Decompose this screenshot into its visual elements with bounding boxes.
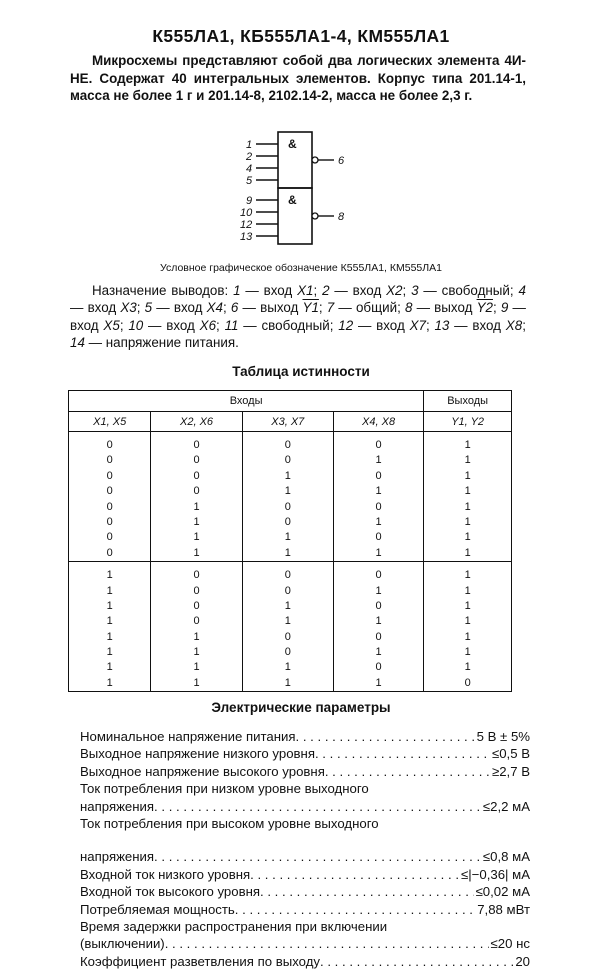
table-cell [69,432,151,562]
pin-function: вход [166,317,200,333]
gate-symbol-top: & [288,137,297,151]
pin-number: 8 [404,300,413,316]
param-spacer [80,832,530,848]
param-value: 5 В ± 5% [476,729,530,744]
param-leader-dots [154,798,481,815]
pin-label: 4 [246,163,253,175]
pin-label: 13 [240,231,253,243]
param-value: ≤20 нс [490,936,530,952]
truth-value: 0 [375,439,382,451]
param-leader-dots [165,935,489,952]
truth-value: 0 [106,454,113,467]
gate-symbol-bottom: & [288,193,297,207]
truth-value: 1 [193,546,200,559]
pin-number: 3 [411,283,419,298]
column-header: Y1, Y2 [424,412,512,432]
pin-signal: X1 [297,283,314,298]
table-cell [151,562,242,692]
table-row-block [69,562,512,692]
truth-value: 1 [106,676,113,689]
truth-value: 0 [193,615,200,628]
pin-function: вход [70,317,104,333]
pin-function: свободный [261,317,330,333]
truth-value: 1 [375,485,382,498]
param-label: Выходное напряжение низкого уровня [80,746,315,762]
table-cell [424,562,512,692]
table-cell [151,432,242,562]
pin-assignment-item: 9 — вход X5; [70,300,526,333]
param-label: Время задержки распространения при включении [80,918,388,934]
truth-value: 0 [106,439,113,451]
truth-value: 1 [464,599,471,612]
param-label: Входной ток высокого уровня [80,884,261,900]
truth-value: 0 [193,454,200,467]
pin-label: 10 [240,207,253,219]
param-row [80,953,530,970]
pin-assignment-item: 11 — свободный; [224,317,339,333]
truth-value: 1 [464,615,471,628]
truth-value: 0 [375,661,382,674]
truth-value: 1 [464,584,471,597]
truth-value: 0 [106,485,113,498]
pinout-lead: Назначение выводов: [92,283,234,298]
truth-value: 0 [375,630,382,643]
pin-signal: X8 [505,317,523,333]
param-leader-dots [315,745,490,762]
pin-assignment-paragraph [70,282,526,352]
truth-value: 1 [193,661,200,674]
pin-signal: X3 [120,300,137,316]
truth-value: 1 [106,630,113,643]
truth-value: 0 [284,630,291,643]
table-cell [333,562,423,692]
truth-value: 1 [464,630,471,643]
pin-function: выход [260,300,303,316]
pin-signal: X4 [206,300,224,316]
pin-number: 7 [326,300,335,316]
truth-value: 1 [284,661,291,674]
truth-value: 1 [193,500,200,513]
electrical-params-list [80,728,530,970]
table-cell [242,562,333,692]
truth-value: 1 [193,630,200,643]
outputs-header: Выходы [424,391,512,412]
pin-function: выход [434,300,477,316]
pin-label: 8 [338,211,345,223]
param-row [80,798,530,815]
truth-value: 0 [464,676,471,689]
param-label: Потребляемая мощность [80,901,235,917]
truth-value: 1 [193,515,200,528]
param-row [80,901,530,918]
truth-value: 1 [284,469,291,482]
pin-number: 4 [518,283,526,298]
pin-number: 10 [128,317,144,333]
truth-value: 0 [193,485,200,498]
param-label: Входной ток низкого уровня [80,866,251,882]
param-row [80,848,530,865]
pin-function: вход [352,283,387,298]
table-cell [333,432,423,562]
pin-function: общий [355,300,398,316]
pin-number: 12 [338,317,354,333]
param-leader-dots [260,883,474,900]
page-title: К555ЛА1, КБ555ЛА1-4, КМ555ЛА1 [152,26,450,46]
param-value: ≤2,2 мА [482,798,530,814]
pin-label: 2 [246,151,253,163]
param-value: ≤|−0,36| мА [461,866,530,882]
truth-value: 0 [284,515,291,528]
pin-function: вход [173,300,207,316]
pin-assignment-item: 5 — вход X4; [144,300,231,316]
table-cell [424,432,512,562]
truth-value: 1 [284,615,291,628]
truth-value: 0 [284,584,291,597]
pin-label: 6 [338,155,345,167]
param-leader-dots [320,953,513,970]
truth-value: 0 [106,515,113,528]
pin-assignment-item: 13 — вход X8; [434,317,526,333]
truth-value: 0 [193,469,200,482]
param-row [80,780,530,797]
truth-value: 1 [464,546,471,559]
param-value: 7,88 мВт [477,901,530,917]
truth-value: 0 [375,531,382,544]
truth-value: 0 [284,454,291,467]
truth-value: 0 [375,569,382,582]
pin-number: 13 [434,317,450,333]
pin-label: 12 [240,219,253,231]
pin-label: 1 [246,139,253,151]
param-row [80,815,530,832]
param-value: ≥2,7 В [491,763,530,779]
column-header: X1, X5 [69,412,151,432]
truth-value: 0 [193,599,200,612]
param-row [80,883,530,900]
param-label: напряжения [80,849,155,865]
pin-number: 14 [70,335,85,351]
pin-function: свободный [441,283,510,298]
truth-value: 1 [284,599,291,612]
truth-value: 1 [106,584,113,597]
truth-value: 1 [284,531,291,544]
truth-value: 1 [464,531,471,544]
truth-value: 0 [193,439,200,451]
truth-value: 1 [375,454,382,467]
truth-value: 1 [375,584,382,597]
pin-number: 9 [500,300,509,316]
inversion-bubble-top [312,157,318,163]
truth-value: 0 [284,569,291,582]
pin-number: 6 [230,300,239,316]
truth-value: 1 [106,646,113,659]
param-row [80,918,530,935]
truth-value: 1 [375,546,382,559]
pin-signal: X5 [103,317,120,333]
pin-signal: X7 [409,317,426,333]
param-row [80,866,530,883]
truth-value: 1 [464,646,471,659]
pin-label: 5 [246,175,253,187]
truth-value: 1 [284,485,291,498]
column-header: X4, X8 [333,412,423,432]
pin-number: 2 [322,283,330,298]
truth-value: 0 [284,646,291,659]
pin-function: вход [263,283,298,298]
pin-signal: X6 [199,317,217,333]
truth-value: 0 [106,500,113,513]
param-row [80,935,530,952]
intro-paragraph: Микросхемы представляют собой два логических элемента 4И-НЕ. Содержат 40 интегральных элементов. Корпус типа 201.14-1, масса не более 1 г и 201.14-8, 2102.14-2, масса не более 2,3 г. [70,53,526,103]
truth-value: 1 [375,646,382,659]
pin-function: вход [87,300,121,316]
pin-signal: Y1 [302,300,319,316]
truth-value: 1 [106,569,113,582]
truth-value: 1 [464,454,471,467]
pin-assignment-item: 6 — выход Y1; [230,300,327,316]
pin-function: вход [376,317,410,333]
param-leader-dots [154,848,481,865]
pin-label: 9 [246,195,253,207]
pin-assignment-item: 10 — вход X6; [128,317,225,333]
param-value: 20 [515,953,530,969]
param-value: ≤0,5 В [491,746,530,762]
truth-value: 1 [193,531,200,544]
logic-symbol-svg [230,128,380,250]
truth-value: 1 [464,515,471,528]
truth-value: 0 [106,531,113,544]
pin-assignment-item: 12 — вход X7; [338,317,435,333]
pin-assignment-item: 1 — вход X1; [233,283,323,298]
table-cell [242,432,333,562]
pin-number: 11 [224,317,239,333]
pin-signal: X2 [386,283,403,298]
column-header: X3, X7 [242,412,333,432]
param-leader-dots [250,866,459,883]
truth-value: 1 [464,661,471,674]
truth-value: 1 [464,439,471,451]
truth-value: 1 [106,661,113,674]
table-row-block [69,432,512,562]
truth-value: 1 [106,615,113,628]
param-label: Ток потребления при высоком уровне выходного [80,815,379,831]
pin-assignment-item: 8 — выход Y2; [404,300,501,316]
figure-caption: Условное графическое обозначение К555ЛА1, КМ555ЛА1 [159,262,442,274]
param-leader-dots [296,728,475,745]
table-cell [69,562,151,692]
pin-function: напряжение питания [105,335,236,351]
truth-value: 0 [284,500,291,513]
pin-assignment-item: 4 — вход X3; [70,283,526,316]
param-label: напряжения [80,798,155,814]
truth-value: 1 [464,469,471,482]
param-row [80,763,530,780]
truth-value: 1 [375,676,382,689]
param-label: Коэффициент разветвления по выходу [80,953,321,969]
pin-number: 5 [144,300,153,316]
truth-value: 0 [375,599,382,612]
param-leader-dots [235,901,475,918]
truth-value: 1 [464,500,471,513]
truth-value: 0 [375,500,382,513]
truth-table-title: Таблица истинности [232,364,370,379]
pin-function: вход [472,317,506,333]
column-header: X2, X6 [151,412,242,432]
truth-value: 0 [106,469,113,482]
param-label: (выключении) [80,936,165,952]
param-label: Выходное напряжение высокого уровня [80,763,325,779]
truth-value: 1 [464,569,471,582]
truth-table [68,390,512,692]
inputs-header: Входы [69,391,424,412]
pin-assignment-item: 14 — напряжение питания. [70,335,239,351]
param-value: ≤0,02 мА [475,884,530,900]
param-row [80,745,530,762]
inversion-bubble-bottom [312,213,318,219]
pin-number: 1 [233,283,241,298]
truth-value: 1 [193,676,200,689]
truth-value: 0 [193,584,200,597]
param-row [80,728,530,745]
truth-value: 1 [375,615,382,628]
truth-value: 1 [193,646,200,659]
param-label: Номинальное напряжение питания [80,729,296,744]
truth-value: 1 [284,676,291,689]
param-leader-dots [325,763,490,780]
truth-value: 0 [284,439,291,451]
pin-assignment-item: 3 — свободный; [411,283,519,298]
pin-signal: Y2 [476,300,493,316]
truth-value: 0 [106,546,113,559]
param-label: Ток потребления при низком уровне выходного [80,781,369,797]
truth-value: 1 [106,599,113,612]
truth-value: 1 [284,546,291,559]
truth-value: 1 [375,515,382,528]
param-value: ≤0,8 мА [482,849,530,865]
truth-value: 0 [193,569,200,582]
logic-symbol-diagram [230,128,380,250]
pin-assignment-item: 7 — общий; [326,300,405,316]
electrical-params-title: Электрические параметры [211,700,391,715]
truth-value: 1 [464,485,471,498]
truth-value: 0 [375,469,382,482]
pin-assignment-item: 2 — вход X2; [322,283,412,298]
